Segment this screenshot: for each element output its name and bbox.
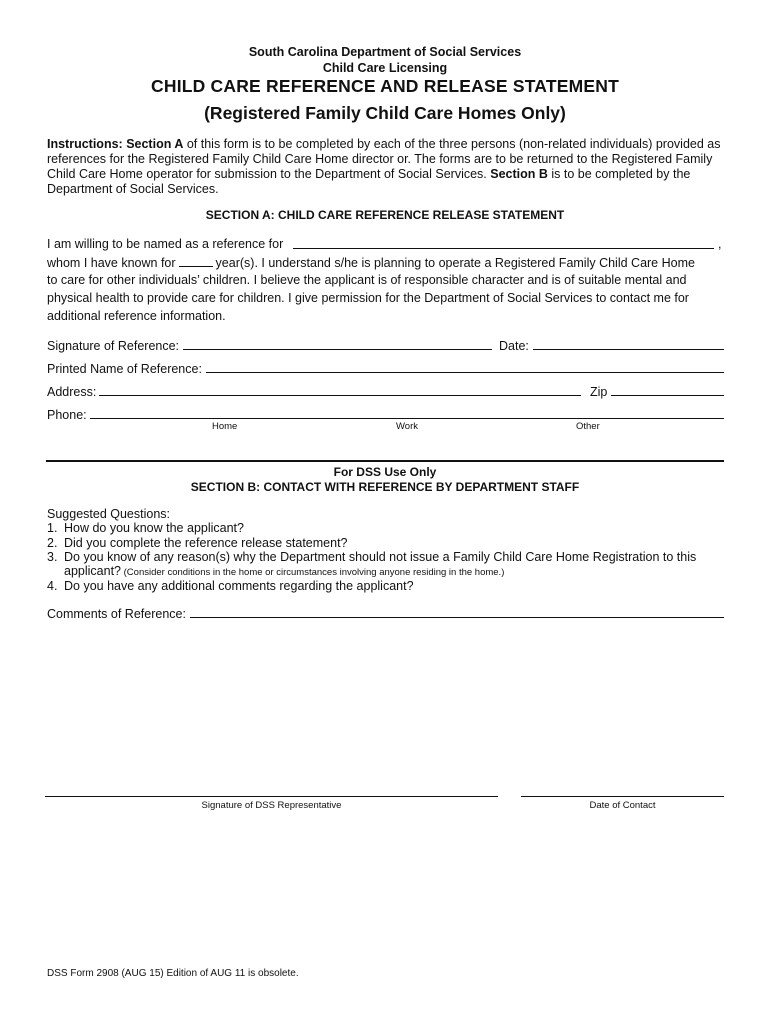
instructions	[47, 137, 727, 197]
printed-name-label: Printed Name of Reference:	[47, 362, 202, 376]
question-3-continued	[64, 564, 504, 580]
division-name: Child Care Licensing	[322, 61, 448, 75]
address-field[interactable]	[99, 395, 581, 396]
applicant-name-field[interactable]	[293, 248, 714, 249]
question-4-number: 4.	[47, 579, 58, 593]
question-3-applicant: applicant?	[64, 564, 121, 578]
date-field[interactable]	[533, 349, 724, 350]
instructions-text-1: of this form is to be completed by each of the three persons (non-related individuals) provided as references for the Registered Family Child Care Home director or. The forms are to be returned to the Registered Family Child Care Home operator for submission to the Department of Social Services.	[47, 137, 721, 181]
section-b-heading: SECTION B: CONTACT WITH REFERENCE BY DEPARTMENT STAFF	[190, 480, 580, 494]
zip-label: Zip	[590, 385, 608, 399]
form-subtitle: (Registered Family Child Care Homes Only)	[204, 103, 566, 123]
section-a-ref: Section A	[126, 137, 184, 151]
question-2-number: 2.	[47, 536, 58, 550]
dss-signature-label: Signature of DSS Representative	[201, 800, 342, 811]
willing-comma: ,	[718, 237, 722, 251]
printed-name-field[interactable]	[206, 372, 724, 373]
date-of-contact-field[interactable]	[521, 796, 724, 797]
agency-name: South Carolina Department of Social Services	[248, 45, 522, 59]
statement-line-5: additional reference information.	[47, 309, 226, 323]
address-label: Address:	[47, 385, 97, 399]
form-title: CHILD CARE REFERENCE AND RELEASE STATEMENT	[151, 76, 619, 96]
years-known-field[interactable]	[179, 255, 213, 267]
known-suffix: year(s). I understand s/he is planning to operate a Registered Family Child Care Home	[215, 256, 695, 270]
question-4: Do you have any additional comments regarding the applicant?	[64, 579, 414, 593]
question-1-number: 1.	[47, 521, 58, 535]
section-a-heading: SECTION A: CHILD CARE REFERENCE RELEASE STATEMENT	[205, 208, 565, 222]
phone-label: Phone:	[47, 408, 87, 422]
willing-label: I am willing to be named as a reference for	[47, 237, 284, 251]
instructions-label: Instructions:	[47, 137, 123, 151]
known-for-line	[47, 255, 695, 271]
question-3: Do you know of any reason(s) why the Department should not issue a Family Child Care Home Registration to this	[64, 550, 697, 564]
statement-line-4: physical health to provide care for children. I give permission for the Department of Social Services to contact me for	[47, 291, 689, 305]
section-divider	[46, 460, 724, 462]
date-label: Date:	[499, 339, 529, 353]
zip-field[interactable]	[611, 395, 724, 396]
date-of-contact-label: Date of Contact	[589, 800, 656, 811]
question-2: Did you complete the reference release statement?	[64, 536, 348, 550]
phone-work-label: Work	[396, 421, 418, 432]
question-1: How do you know the applicant?	[64, 521, 244, 535]
instructions-text-2: is to be completed by the Department of Social Services.	[47, 167, 691, 196]
phone-field[interactable]	[90, 418, 724, 419]
phone-other-label: Other	[576, 421, 600, 432]
dss-use-only: For DSS Use Only	[333, 465, 437, 479]
question-3-number: 3.	[47, 550, 58, 564]
section-b-ref: Section B	[490, 167, 548, 181]
comments-label: Comments of Reference:	[47, 607, 186, 621]
statement-line-3: to care for other individuals’ children. I believe the applicant is of responsible character and is of suitable mental and	[47, 273, 687, 287]
phone-home-label: Home	[212, 421, 238, 432]
suggested-questions-label: Suggested Questions:	[47, 507, 170, 521]
dss-signature-field[interactable]	[45, 796, 498, 797]
signature-field[interactable]	[183, 349, 492, 350]
comments-field[interactable]	[190, 617, 724, 618]
known-prefix: whom I have known for	[47, 256, 176, 270]
question-3-note: (Consider conditions in the home or circumstances involving anyone residing in the home.)	[121, 567, 505, 578]
form-id: DSS Form 2908 (AUG 15) Edition of AUG 11 is obsolete.	[47, 968, 299, 979]
signature-label: Signature of Reference:	[47, 339, 180, 353]
